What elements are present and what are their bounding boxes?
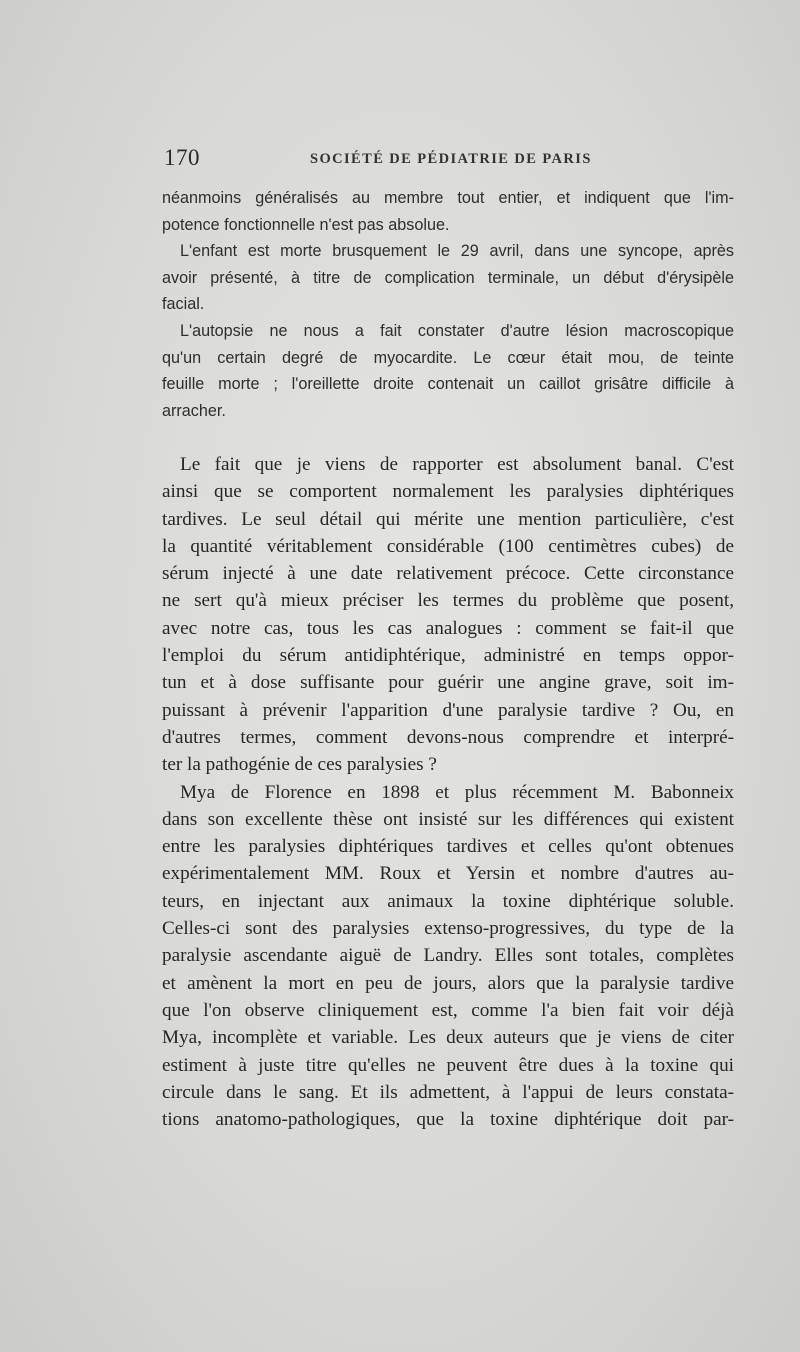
text-line: teurs, en injectant aux animaux la toxine diphtérique soluble. [162, 890, 734, 912]
text-line: Mya de Florence en 1898 et plus récemment M. Babonneix [180, 781, 734, 803]
text-line: facial. [162, 295, 205, 314]
text-line: l'emploi du sérum antidiphtérique, administré en temps oppor- [162, 645, 734, 667]
discussion-text [162, 451, 734, 1133]
text-line: potence fonctionnelle n'est pas absolue. [162, 215, 450, 234]
text-line: Celles-ci sont des paralysies extenso-progressives, du type de la [162, 918, 734, 940]
text-line: tun et à dose suffisante pour guérir une angine grave, soit im- [162, 672, 734, 694]
text-line: L'autopsie ne nous a fait constater d'autre lésion macroscopique [180, 321, 734, 340]
case-report-text [162, 185, 734, 424]
text-line: L'enfant est morte brusquement le 29 avril, dans une syncope, après [180, 242, 734, 261]
text-line: paralysie ascendante aiguë de Landry. Elles sont totales, complètes [162, 945, 734, 967]
text-line: que l'on observe cliniquement est, comme l'a bien fait voir déjà [162, 999, 734, 1021]
text-line: avoir présenté, à titre de complication terminale, un début d'érysipèle [162, 268, 734, 287]
text-line: néanmoins généralisés au membre tout entier, et indiquent que l'im- [162, 189, 734, 207]
text-line: dans son excellente thèse ont insisté sur les différences qui existent [162, 808, 734, 830]
text-line: tions anatomo-pathologiques, que la toxine diphtérique doit par- [162, 1109, 734, 1131]
running-title: SOCIÉTÉ DE PÉDIATRIE DE PARIS [310, 151, 592, 167]
text-line: et amènent la mort en peu de jours, alors que la paralysie tardive [162, 972, 734, 994]
text-line: d'autres termes, comment devons-nous comprendre et interpré- [162, 726, 734, 748]
text-line: feuille morte ; l'oreillette droite contenait un caillot grisâtre difficile à [162, 375, 734, 394]
text-line: ainsi que se comportent normalement les paralysies diphtériques [162, 481, 734, 503]
text-line: Le fait que je viens de rapporter est absolument banal. C'est [180, 454, 734, 475]
text-line: sérum injecté à une date relativement précoce. Cette circonstance [162, 563, 734, 585]
text-line: puissant à prévenir l'apparition d'une paralysie tardive ? Ou, en [162, 699, 734, 721]
text-line: arracher. [162, 401, 226, 420]
text-line: avec notre cas, tous les cas analogues : comment se fait-il que [162, 617, 734, 639]
page-header [164, 145, 734, 175]
text-line: Mya, incomplète et variable. Les deux auteurs que je viens de citer [162, 1027, 734, 1049]
text-line: ter la pathogénie de ces paralysies ? [162, 754, 437, 776]
text-line: ne sert qu'à mieux préciser les termes du problème que posent, [162, 590, 734, 612]
text-line: tardives. Le seul détail qui mérite une mention particulière, c'est [162, 508, 734, 530]
text-line: qu'un certain degré de myocardite. Le cœur était mou, de teinte [162, 348, 734, 367]
text-line: la quantité véritablement considérable (100 centimètres cubes) de [162, 535, 734, 557]
text-line: expérimentalement MM. Roux et Yersin et nombre d'autres au- [162, 863, 734, 885]
page-number: 170 [164, 145, 200, 170]
text-line: circule dans le sang. Et ils admettent, à l'appui de leurs constata- [162, 1081, 734, 1103]
text-line: estiment à juste titre qu'elles ne peuvent être dues à la toxine qui [162, 1054, 734, 1076]
text-line: entre les paralysies diphtériques tardives et celles qu'ont obtenues [162, 836, 734, 858]
